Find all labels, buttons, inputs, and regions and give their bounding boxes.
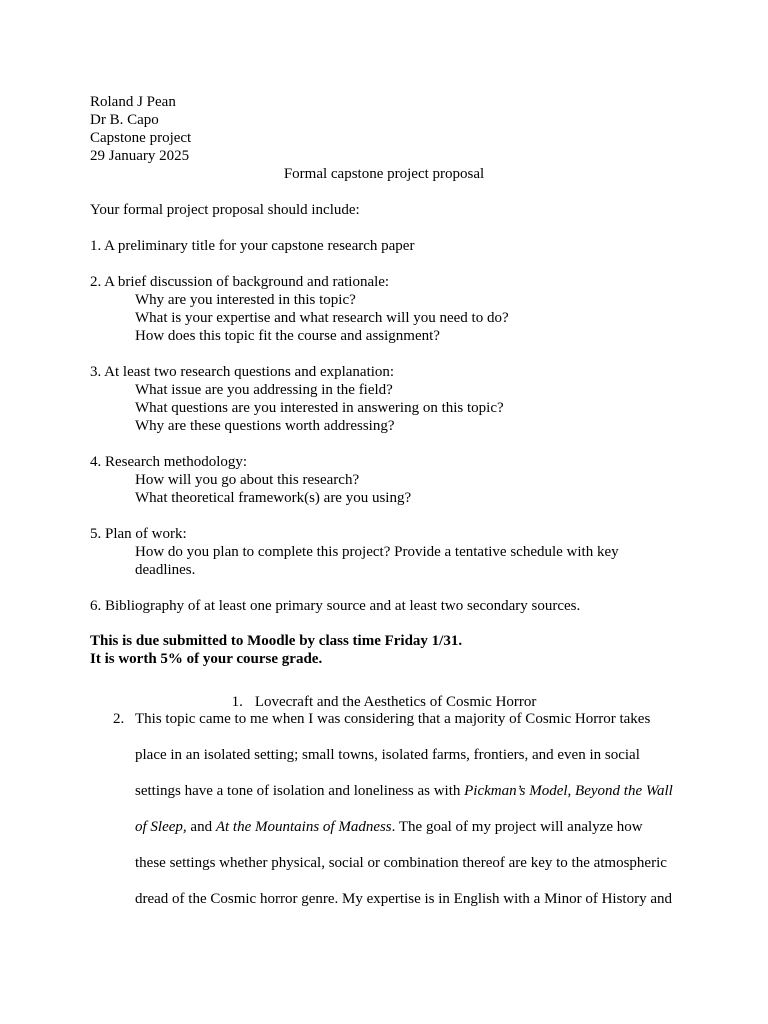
item-3c: Why are these questions worth addressing? [135, 418, 395, 434]
document-header [90, 93, 191, 165]
paragraph-number: 2. [113, 711, 125, 727]
item-4: 4. Research methodology: [90, 454, 248, 470]
item-3a: What issue are you addressing in the field? [135, 382, 393, 398]
item-5a: How do you plan to complete this project? Provide a tentative schedule with key deadlines. [135, 544, 619, 578]
work-titles: Pickman’s Model, Beyond the Wall [464, 783, 673, 799]
assignment-instructions [90, 201, 690, 668]
item-2: 2. A brief discussion of background and rationale: [90, 274, 390, 290]
work-title-mountains: At the Mountains of Madness [215, 819, 392, 835]
item-4b: What theoretical framework(s) are you using? [135, 490, 412, 506]
intro-text: Your formal project proposal should include: [90, 202, 360, 218]
item-2a: Why are you interested in this topic? [135, 292, 356, 308]
item-2b: What is your expertise and what research will you need to do? [135, 310, 509, 326]
item-3b: What questions are you interested in answering on this topic? [135, 400, 504, 416]
instructor-name: Dr B. Capo [90, 112, 159, 128]
essay-line-3: settings have a tone of isolation and loneliness as with Pickman’s Model, Beyond the Wall [135, 783, 673, 799]
essay-line-2: place in an isolated setting; small towns, isolated farms, frontiers, and even in social [135, 747, 640, 763]
essay-line-1: This topic came to me when I was considering that a majority of Cosmic Horror takes [135, 711, 651, 727]
item-5: 5. Plan of work: [90, 526, 187, 542]
item-6: 6. Bibliography of at least one primary source and at least two secondary sources. [90, 598, 581, 614]
essay-line-5: these settings whether physical, social or combination thereof are key to the atmospheric [135, 855, 667, 871]
essay-title-text: Lovecraft and the Aesthetics of Cosmic Horror [254, 694, 537, 710]
item-2c: How does this topic fit the course and assignment? [135, 328, 440, 344]
essay-title-number: 1. [231, 694, 243, 710]
item-4a: How will you go about this research? [135, 472, 360, 488]
essay-line-4: of Sleep, and At the Mountains of Madness. The goal of my project will analyze how [135, 819, 643, 835]
item-3: 3. At least two research questions and explanation: [90, 364, 395, 380]
grade-weight-notice: It is worth 5% of your course grade. [90, 651, 323, 667]
item-1: 1. A preliminary title for your capstone research paper [90, 238, 415, 254]
document-title: Formal capstone project proposal [283, 166, 485, 182]
author-name: Roland J Pean [90, 94, 176, 110]
due-date-notice: This is due submitted to Moodle by class time Friday 1/31. [90, 633, 463, 649]
course-name: Capstone project [90, 130, 192, 146]
essay-paragraph [90, 710, 680, 926]
document-date: 29 January 2025 [90, 148, 190, 164]
work-title-cont: of Sleep, [135, 819, 187, 835]
essay-line-6: dread of the Cosmic horror genre. My expertise is in English with a Minor of History and [135, 891, 672, 907]
essay-title [0, 693, 768, 711]
